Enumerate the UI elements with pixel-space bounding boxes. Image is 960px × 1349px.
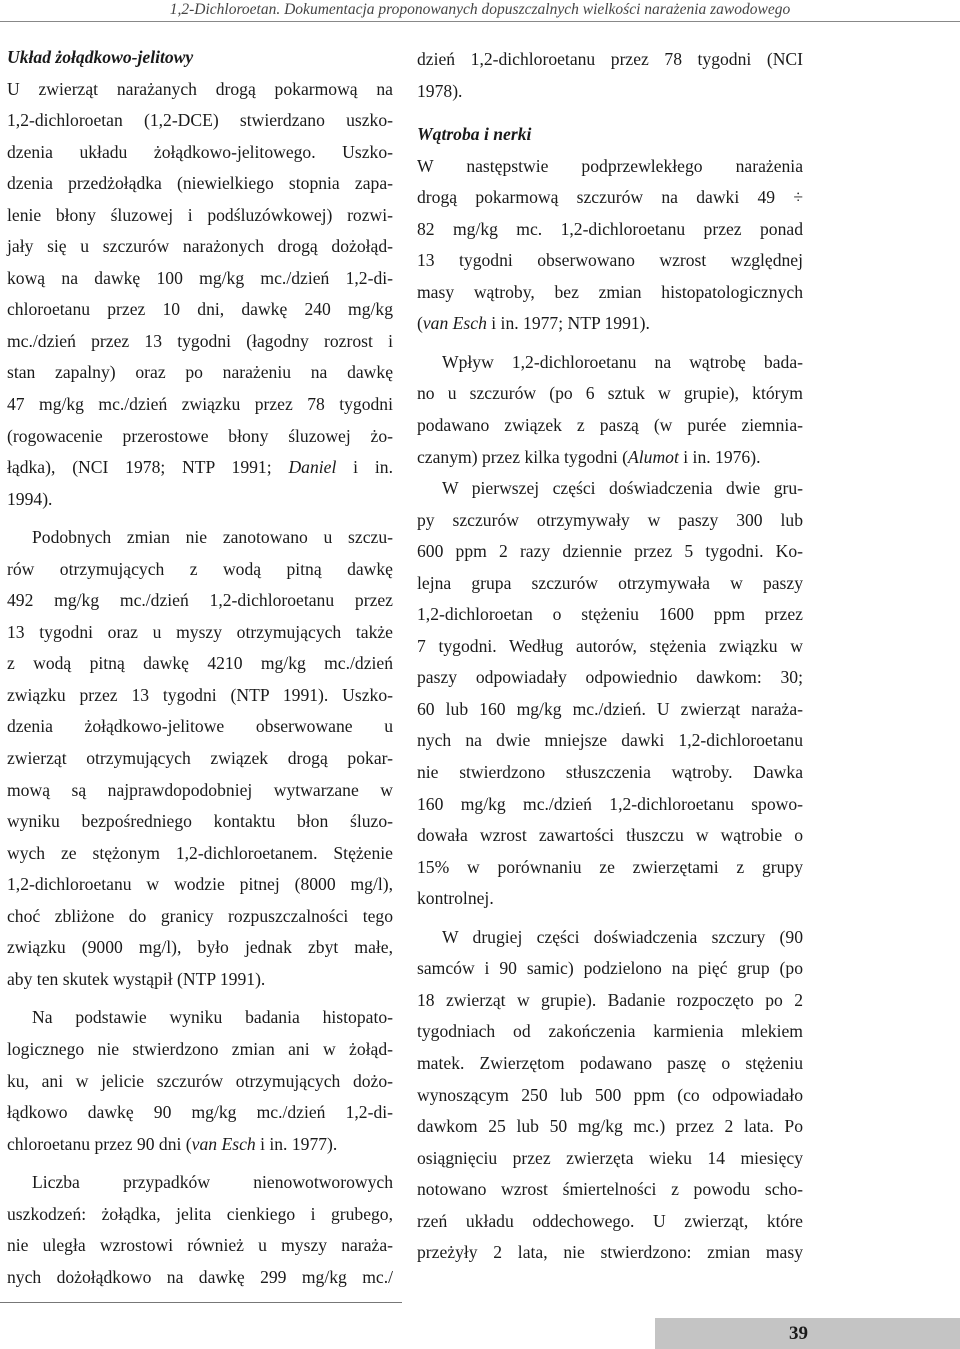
text-line: zwierząt otrzymujących związek drogą pokar-	[7, 748, 393, 769]
text-line: dzenia żołądkowo-jelitowe obserwowane u	[7, 716, 393, 737]
text-line: 82 mg/kg mc. 1,2-dichloroetanu przez ponad	[417, 218, 803, 239]
text-line: lejna grupa szczurów otrzymywała w paszy	[417, 572, 803, 593]
text-line: 47 mg/kg mc./dzień związku przez 78 tygodni	[7, 394, 393, 415]
text-line: chloroetanu przez 10 dni, dawkę 240 mg/kg	[7, 299, 393, 320]
text-line: nych dożołądkowo na dawkę 299 mg/kg mc./	[7, 1266, 393, 1287]
text-line: Podobnych zmian nie zanotowano u szczu-	[32, 527, 393, 548]
text-line: osiągnięciu przez zwierzęta wieku 14 miesięcy	[417, 1147, 803, 1168]
text-line: przeżyły 2 lata, nie stwierdzono: zmian masy	[417, 1242, 803, 1263]
text-line: Na podstawie wyniku badania histopato-	[32, 1007, 393, 1028]
text-line: podawano związek z paszą (w purée ziemnia-	[417, 415, 803, 436]
text-line: 1,2-dichloroetanu w wodzie pitnej (8000 mg/l),	[7, 874, 393, 895]
text-line: W następstwie podprzewlekłego narażenia	[417, 155, 803, 176]
text-line: związku przez 13 tygodni (NTP 1991). Uszko-	[7, 684, 393, 705]
text-line: (rogowacenie przerostowe błony śluzowej żo-	[7, 425, 393, 446]
text-fragment: i in. 1976).	[678, 446, 761, 467]
text-fragment: czanym) przez kilka tygodni (	[417, 446, 629, 467]
author-name: van Esch	[422, 313, 487, 334]
text-line: Wpływ 1,2-dichloroetanu na wątrobę bada-	[442, 351, 803, 372]
text-line: rzeń układu oddechowego. U zwierząt, które	[417, 1210, 803, 1231]
paragraph	[7, 1002, 393, 1160]
text-line: dowała wzrost zawartości tłuszczu w wątrobie o	[417, 825, 803, 846]
text-line: z wodą pitną dawkę 4210 mg/kg mc./dzień	[7, 653, 393, 674]
text-fragment: i in. 1977).	[255, 1133, 338, 1154]
text-line: kową na dawkę 100 mg/kg mc./dzień 1,2-di-	[7, 267, 393, 288]
section-heading-liver-kidneys: Wątroba i nerki	[417, 124, 532, 145]
text-line: nych na dwie mniejsze dawki 1,2-dichloroetanu	[417, 730, 803, 751]
paragraph	[417, 151, 803, 340]
text-line: wyniku bezpośredniego kontaktu błon śluzo-	[7, 811, 393, 832]
author-name: Daniel	[288, 457, 337, 478]
text-line: nie stwierdzono stłuszczenia wątroby. Dawka	[417, 762, 803, 783]
paragraph	[7, 1167, 393, 1293]
text-line: (van Esch i in. 1977; NTP 1991).	[417, 313, 650, 334]
text-line: 160 mg/kg mc./dzień 1,2-dichloroetanu spowo-	[417, 793, 803, 814]
text-line: związku (9000 mg/l), było jednak zbyt małe,	[7, 937, 393, 958]
text-fragment: łądka), (NCI 1978; NTP 1991;	[7, 457, 272, 478]
text-line: W pierwszej części doświadczenia dwie gru-	[442, 478, 803, 499]
page-number: 39	[789, 1323, 808, 1344]
text-line: no u szczurów (po 6 sztuk w grupie), którym	[417, 383, 803, 404]
section-heading-gastrointestinal: Układ żołądkowo-jelitowy	[7, 47, 194, 67]
paragraph	[417, 473, 803, 915]
text-line: dawkom 25 lub 50 mg/kg mc.) przez 2 lata. Po	[417, 1116, 803, 1137]
text-line: 492 mg/kg mc./dzień 1,2-dichloroetanu przez	[7, 590, 393, 611]
paragraph	[417, 347, 803, 473]
text-line: 13 tygodni oraz u myszy otrzymujących także	[7, 621, 393, 642]
paragraph	[7, 74, 393, 516]
text-line: 60 lub 160 mg/kg mc./dzień. U zwierząt naraża-	[417, 698, 803, 719]
author-name: van Esch	[191, 1133, 256, 1154]
text-line: rów otrzymujących z wodą pitną dawkę	[7, 558, 393, 579]
text-line: Liczba przypadków nienowotworowych	[32, 1172, 393, 1193]
text-line	[417, 442, 803, 474]
running-header	[0, 0, 960, 22]
text-line: dzień 1,2-dichloroetanu przez 78 tygodni (NCI	[417, 49, 803, 69]
text-line: kontrolnej.	[417, 888, 494, 909]
text-line: łądkowo dawkę 90 mg/kg mc./dzień 1,2-di-	[7, 1102, 393, 1123]
text-line	[7, 1129, 393, 1161]
text-line: ku, ani w jelicie szczurów otrzymujących dożo-	[7, 1070, 393, 1091]
text-line: U zwierząt narażanych drogą pokarmową na	[7, 78, 393, 99]
text-line: wynoszącym 250 lub 500 ppm (co odpowiadało	[417, 1084, 803, 1105]
left-column	[7, 42, 393, 1293]
text-fragment: chloroetanu przez 90 dni (	[7, 1133, 192, 1154]
text-line: 1,2-dichloroetan (1,2-DCE) stwierdzano uszko-	[7, 110, 393, 131]
text-line: 15% w porównaniu ze zwierzętami z grupy	[417, 856, 803, 877]
text-line: 600 ppm 2 razy dziennie przez 5 tygodni. Ko-	[417, 541, 803, 562]
text-line: choć zbliżone do granicy rozpuszczalności tego	[7, 905, 393, 926]
text-line: wych ze stężonym 1,2-dichloroetanem. Stężenie	[7, 842, 393, 863]
text-line: paszy odpowiadały odpowiednio dawkom: 30;	[417, 667, 803, 688]
text-line: logicznego nie stwierdzono zmian ani w żołąd-	[7, 1038, 393, 1059]
text-line: dzenia przedżołądka (niewielkiego stopnia zapa-	[7, 173, 393, 194]
text-line: 1,2-dichloroetan o stężeniu 1600 ppm przez	[417, 604, 803, 625]
text-line: 1978).	[417, 80, 463, 101]
text-line: mc./dzień przez 13 tygodni (łagodny rozrost i	[7, 330, 393, 351]
text-line: 13 tygodni obserwowano wzrost względnej	[417, 250, 803, 271]
text-line: jały się u szczurów narażonych drogą dożołąd-	[7, 236, 393, 257]
text-line: stan zapalny) oraz po narażeniu na dawkę	[7, 362, 393, 383]
paragraph	[7, 522, 393, 995]
text-line: masy wątroby, bez zmian histopatologicznych	[417, 281, 803, 302]
text-line: 7 tygodni. Według autorów, stężenia związku w	[417, 635, 803, 656]
text-line: py szczurów otrzymywały w paszy 300 lub	[417, 509, 803, 530]
text-fragment: i in.	[336, 457, 393, 478]
text-line: lenie błony śluzowej i podśluzówkowej) rozwi-	[7, 204, 393, 225]
paragraph	[417, 922, 803, 1269]
text-line: 1994).	[7, 488, 53, 509]
author-name: Alumot	[628, 446, 679, 467]
text-line: uszkodzeń: żołądka, jelita cienkiego i grubego,	[7, 1203, 393, 1224]
text-line: dzenia układu żołądkowo-jelitowego. Uszko-	[7, 141, 393, 162]
text-line: nie uległa wzrostowi również u myszy naraża-	[7, 1235, 393, 1256]
text-line: drogą pokarmową szczurów na dawki 49 ÷	[417, 187, 803, 208]
text-line: matek. Zwierzętom podawano paszę o stężeniu	[417, 1052, 803, 1073]
text-fragment: i in. 1977; NTP 1991).	[486, 313, 650, 334]
running-title: 1,2-Dichloroetan. Dokumentacja proponowanych dopuszczalnych wielkości narażenia zawodowego	[169, 1, 791, 18]
right-column	[417, 44, 803, 1269]
text-line: 18 zwierząt w grupie). Badanie rozpoczęto po 2	[417, 989, 803, 1010]
text-line: mową są najprawdopodobniej wytwarzane w	[7, 779, 393, 800]
text-line: samców i 90 samic) podzielono na pięć grup (po	[417, 958, 803, 979]
footer-rule	[0, 1302, 402, 1303]
text-line: notowano wzrost śmiertelności z powodu scho-	[417, 1179, 803, 1200]
paragraph-continuation	[417, 44, 803, 107]
text-line: tygodniach od zakończenia karmienia mlekiem	[417, 1021, 803, 1042]
text-line	[7, 452, 393, 484]
text-line: aby ten skutek wystąpił (NTP 1991).	[7, 968, 266, 989]
text-line: W drugiej części doświadczenia szczury (90	[442, 926, 803, 947]
